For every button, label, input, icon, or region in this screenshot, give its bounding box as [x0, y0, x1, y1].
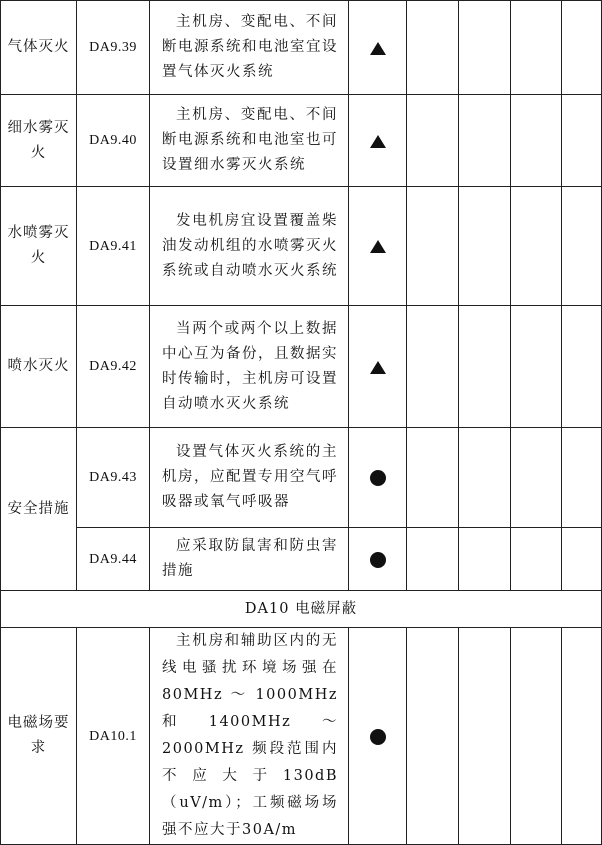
empty-cell: [562, 628, 602, 845]
empty-cell: [562, 95, 602, 187]
empty-cell: [562, 528, 602, 591]
category-cell: 喷水灭火: [1, 306, 77, 428]
empty-cell: [459, 628, 511, 845]
empty-cell: [511, 95, 562, 187]
mark-cell: [349, 428, 407, 528]
table-row: [1, 428, 602, 528]
empty-cell: [459, 1, 511, 95]
code-cell: DA10.1: [77, 628, 150, 845]
empty-cell: [407, 1, 459, 95]
section-header: DA10 电磁屏蔽: [1, 591, 602, 628]
empty-cell: [459, 95, 511, 187]
empty-cell: [459, 528, 511, 591]
mark-cell: [349, 306, 407, 428]
empty-cell: [407, 187, 459, 306]
code-cell: DA9.44: [77, 528, 150, 591]
empty-cell: [562, 306, 602, 428]
table-row: [1, 187, 602, 306]
requirement-cell: 当两个或两个以上数据中心互为备份，且数据实时传输时，主机房可设置自动喷水灭火系统: [150, 306, 349, 428]
empty-cell: [511, 306, 562, 428]
category-cell: 细水雾灭火: [1, 95, 77, 187]
triangle-icon: [370, 361, 386, 374]
empty-cell: [459, 306, 511, 428]
empty-cell: [511, 628, 562, 845]
code-cell: DA9.41: [77, 187, 150, 306]
category-cell: 安全措施: [1, 428, 77, 591]
table-row: [1, 628, 602, 845]
triangle-icon: [370, 240, 386, 253]
table-row: [1, 1, 602, 95]
empty-cell: [407, 95, 459, 187]
empty-cell: [562, 187, 602, 306]
code-cell: DA9.39: [77, 1, 150, 95]
requirement-cell: 主机房和辅助区内的无线电骚扰环境场强在80MHz ～ 1000MHz 和1400MHz～2000MHz 频段范围内不应大于130dB（uV/m）；工频磁场场强不应大于30A/m: [150, 628, 349, 845]
triangle-icon: [370, 135, 386, 148]
code-cell: DA9.43: [77, 428, 150, 528]
mark-cell: [349, 95, 407, 187]
mark-cell: [349, 528, 407, 591]
code-cell: DA9.40: [77, 95, 150, 187]
mark-cell: [349, 1, 407, 95]
mark-cell: [349, 628, 407, 845]
category-cell: 电磁场要求: [1, 628, 77, 845]
requirement-cell: 主机房、变配电、不间断电源系统和电池室也可设置细水雾灭火系统: [150, 95, 349, 187]
table-row: [1, 95, 602, 187]
section-header-row: [1, 591, 602, 628]
empty-cell: [511, 1, 562, 95]
empty-cell: [459, 428, 511, 528]
empty-cell: [511, 187, 562, 306]
category-cell: 气体灭火: [1, 1, 77, 95]
empty-cell: [407, 528, 459, 591]
code-cell: DA9.42: [77, 306, 150, 428]
category-cell: 水喷雾灭火: [1, 187, 77, 306]
empty-cell: [407, 306, 459, 428]
empty-cell: [511, 528, 562, 591]
circle-icon: [370, 552, 386, 568]
empty-cell: [511, 428, 562, 528]
empty-cell: [562, 1, 602, 95]
mark-cell: [349, 187, 407, 306]
circle-icon: [370, 470, 386, 486]
empty-cell: [459, 187, 511, 306]
empty-cell: [562, 428, 602, 528]
requirement-cell: 应采取防鼠害和防虫害措施: [150, 528, 349, 591]
triangle-icon: [370, 42, 386, 55]
requirement-cell: 设置气体灭火系统的主机房，应配置专用空气呼吸器或氧气呼吸器: [150, 428, 349, 528]
circle-icon: [370, 729, 386, 745]
empty-cell: [407, 428, 459, 528]
table-row: [1, 306, 602, 428]
table-row: [1, 528, 602, 591]
requirement-cell: 发电机房宜设置覆盖柴油发动机组的水喷雾灭火系统或自动喷水灭火系统: [150, 187, 349, 306]
empty-cell: [407, 628, 459, 845]
requirement-cell: 主机房、变配电、不间断电源系统和电池室宜设置气体灭火系统: [150, 1, 349, 95]
